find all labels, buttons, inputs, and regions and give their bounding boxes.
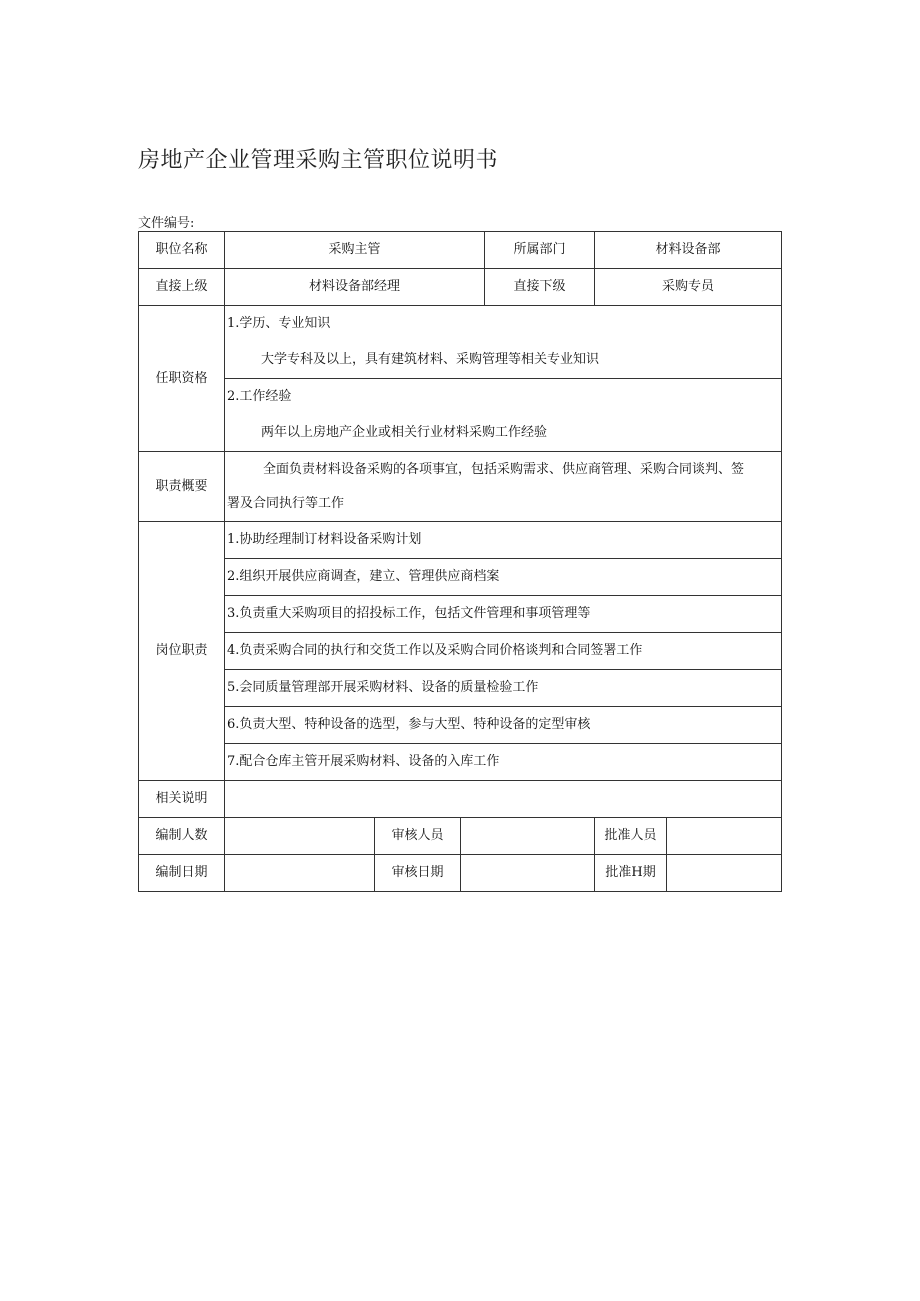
duty-item: 7.配合仓库主管开展采购材料、设备的入库工作 — [225, 744, 782, 781]
duty-item: 4.负责采购合同的执行和交货工作以及采购合同价格谈判和合同签署工作 — [225, 633, 782, 670]
notes-label: 相关说明 — [139, 781, 225, 818]
superior-value: 材料设备部经理 — [225, 269, 485, 306]
compile-date-value — [225, 855, 375, 892]
review-date-value — [461, 855, 595, 892]
qualification-2-text: 两年以上房地产企业或相关行业材料采购工作经验 — [225, 415, 782, 452]
position-name-label: 职位名称 — [139, 232, 225, 269]
duty-item: 5.会同质量管理部开展采购材料、设备的质量检验工作 — [225, 670, 782, 707]
compiler-label: 编制人数 — [139, 818, 225, 855]
compile-date-label: 编制日期 — [139, 855, 225, 892]
reviewer-value — [461, 818, 595, 855]
qualification-label: 任职资格 — [139, 306, 225, 452]
department-label: 所属部门 — [485, 232, 595, 269]
qualification-1-heading: 1.学历、专业知识 — [225, 306, 782, 342]
approve-date-label: 批准H期 — [595, 855, 667, 892]
review-date-label: 审核日期 — [375, 855, 461, 892]
qualification-2-heading: 2.工作经验 — [225, 379, 782, 415]
summary-text-line2: 署及合同执行等工作 — [227, 495, 345, 511]
duty-item: 3.负责重大采购项目的招投标工作，包括文件管理和事项管理等 — [225, 596, 782, 633]
approver-value — [667, 818, 782, 855]
approver-label: 批准人员 — [595, 818, 667, 855]
position-name-value: 采购主管 — [225, 232, 485, 269]
duty-item: 6.负责大型、特种设备的选型，参与大型、特种设备的定型审核 — [225, 707, 782, 744]
summary-text — [225, 452, 782, 522]
subordinate-value: 采购专员 — [595, 269, 782, 306]
duty-item: 1.协助经理制订材料设备采购计划 — [225, 522, 782, 559]
compiler-value — [225, 818, 375, 855]
document-title: 房地产企业管理采购主管职位说明书 — [138, 148, 499, 173]
department-value: 材料设备部 — [595, 232, 782, 269]
notes-value — [225, 781, 782, 818]
qualification-1-text: 大学专科及以上，具有建筑材料、采购管理等相关专业知识 — [225, 342, 782, 379]
job-description-table — [138, 231, 782, 892]
duties-label: 岗位职责 — [139, 522, 225, 781]
summary-label: 职责概要 — [139, 452, 225, 522]
subordinate-label: 直接下级 — [485, 269, 595, 306]
approve-date-value — [667, 855, 782, 892]
summary-text-line1: 全面负责材料设备采购的各项事宜，包括采购需求、供应商管理、采购合同谈判、签 — [263, 461, 745, 477]
document-number-label: 文件编号: — [138, 216, 195, 231]
superior-label: 直接上级 — [139, 269, 225, 306]
duty-item: 2.组织开展供应商调查，建立、管理供应商档案 — [225, 559, 782, 596]
reviewer-label: 审核人员 — [375, 818, 461, 855]
